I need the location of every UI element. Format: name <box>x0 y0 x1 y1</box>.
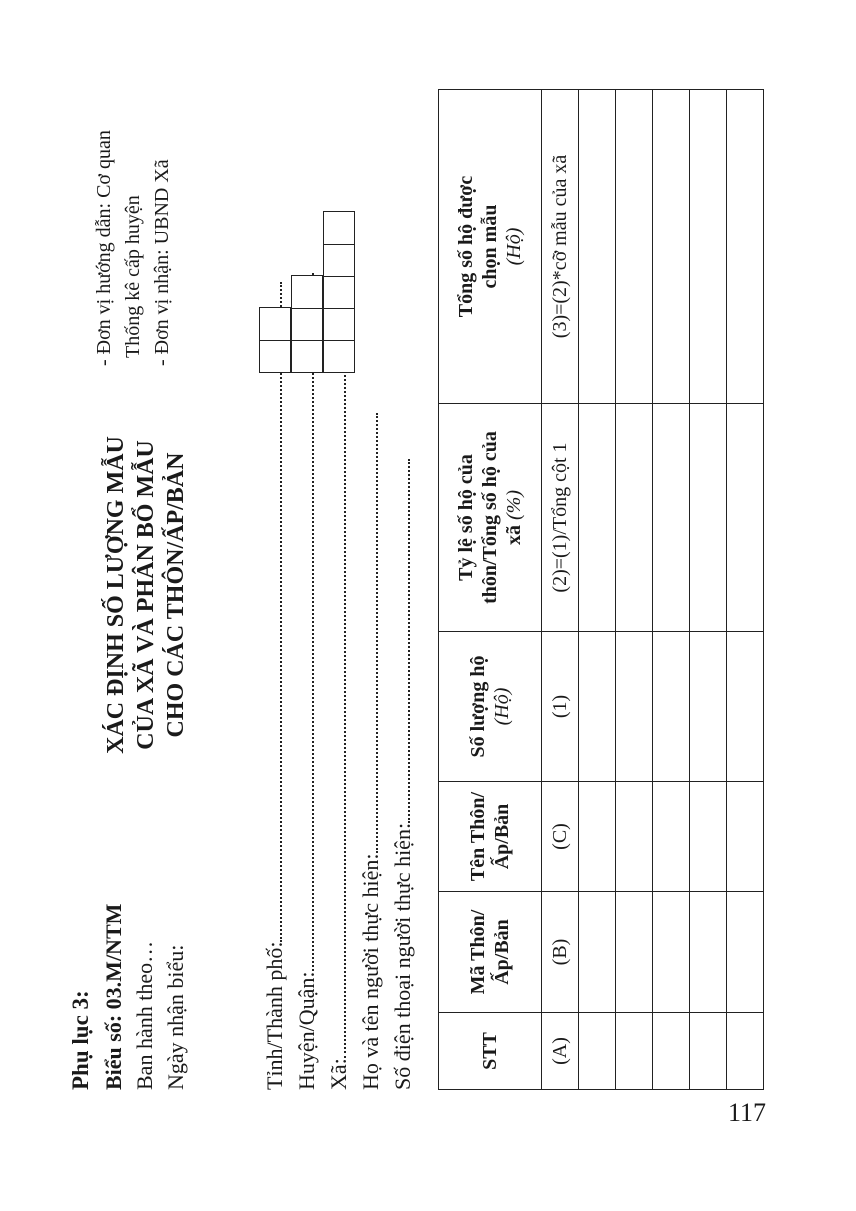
district-code-box-1[interactable] <box>291 339 323 373</box>
table-cell[interactable] <box>727 404 764 632</box>
table-cell[interactable] <box>653 892 690 1013</box>
header-hamlet-code: Mã Thôn/ Ấp/Bản <box>439 892 542 1013</box>
table-row <box>727 90 764 1090</box>
commune-code-box-2[interactable] <box>323 307 355 341</box>
phone-field[interactable] <box>387 459 419 1090</box>
title-line-2: CỦA XÃ VÀ PHÂN BỔ MẪU <box>133 440 159 750</box>
header-sampled-households: Tổng số hộ được chọn mẫu (Hộ) <box>439 90 542 404</box>
table-cell[interactable] <box>616 782 653 892</box>
commune-code-box-4[interactable] <box>323 243 355 277</box>
table-cell[interactable] <box>727 632 764 782</box>
table-cell[interactable] <box>653 782 690 892</box>
header-household-ratio: Tỷ lệ số hộ của thôn/Tổng số hộ của xã (%) <box>439 404 542 632</box>
sample-table <box>438 89 764 1090</box>
table-cell[interactable] <box>579 1013 616 1090</box>
table-cell[interactable] <box>727 782 764 892</box>
district-label: Huyện/Quận: <box>294 971 319 1090</box>
person-blank[interactable] <box>358 414 378 854</box>
form-title <box>101 365 191 825</box>
person-label: Họ và tên người thực hiện: <box>358 853 383 1090</box>
table-row <box>690 90 727 1090</box>
table-cell[interactable] <box>690 632 727 782</box>
code-cell: (3)=(2)*cỡ mẫu của xã <box>542 90 579 404</box>
province-label: Tỉnh/Thành phố: <box>262 941 287 1090</box>
table-cell[interactable] <box>579 90 616 404</box>
phone-blank[interactable] <box>390 459 410 823</box>
commune-label: Xã: <box>326 1058 351 1090</box>
header-hamlet-name: Tên Thôn/ Ấp/Bản <box>439 782 542 892</box>
table-row <box>579 90 616 1090</box>
guiding-agency: - Đơn vị hướng dẫn: Cơ quan <box>93 130 115 366</box>
province-code-box-2[interactable] <box>259 307 291 341</box>
rotated-page <box>65 90 765 1090</box>
commune-code-box-1[interactable] <box>323 339 355 373</box>
appendix-label: Phụ lục 3: <box>68 990 93 1090</box>
received-date: Ngày nhận biểu: <box>163 944 188 1090</box>
table-row <box>616 90 653 1090</box>
person-field[interactable] <box>355 414 387 1091</box>
form-number: Biểu số: 03.M/NTM <box>101 903 126 1090</box>
table-cell[interactable] <box>653 90 690 404</box>
header-household-count: Số lượng hộ (Hộ) <box>439 632 542 782</box>
table-cell[interactable] <box>579 892 616 1013</box>
table-cell[interactable] <box>690 782 727 892</box>
page-number: 117 <box>728 1098 767 1127</box>
table-cell[interactable] <box>616 90 653 404</box>
title-line-3: CHO CÁC THÔN/ẤP/BẢN <box>163 452 189 738</box>
table-cell[interactable] <box>727 892 764 1013</box>
table-cell[interactable] <box>579 782 616 892</box>
commune-blank[interactable] <box>326 275 346 1058</box>
province-code-box-1[interactable] <box>259 339 291 373</box>
table-row <box>653 90 690 1090</box>
code-cell: (1) <box>542 632 579 782</box>
commune-code-box-3[interactable] <box>323 275 355 309</box>
table-cell[interactable] <box>653 632 690 782</box>
province-blank[interactable] <box>262 282 282 942</box>
issued-by: Ban hành theo… <box>132 940 157 1090</box>
table-cell[interactable] <box>727 1013 764 1090</box>
phone-label: Số điện thoại người thực hiện: <box>390 822 415 1090</box>
district-code-box-2[interactable] <box>291 307 323 341</box>
commune-field[interactable] <box>323 275 355 1090</box>
receiving-agency: - Đơn vị nhận: UBND Xã <box>151 159 173 366</box>
table-cell[interactable] <box>727 90 764 404</box>
table-cell[interactable] <box>690 892 727 1013</box>
district-blank[interactable] <box>294 273 314 971</box>
table-cell[interactable] <box>616 632 653 782</box>
table-cell[interactable] <box>579 404 616 632</box>
table-cell[interactable] <box>690 404 727 632</box>
guiding-agency-cont: Thống kê cấp huyện <box>122 195 144 358</box>
code-row <box>542 90 579 1090</box>
agency-block <box>90 130 177 366</box>
table-cell[interactable] <box>616 892 653 1013</box>
code-cell: (A) <box>542 1013 579 1090</box>
table-cell[interactable] <box>579 632 616 782</box>
commune-code-box-5[interactable] <box>323 211 355 245</box>
table-cell[interactable] <box>690 90 727 404</box>
table-cell[interactable] <box>616 404 653 632</box>
district-field[interactable] <box>291 273 323 1090</box>
table-header-row <box>439 90 542 1090</box>
province-field[interactable] <box>259 282 291 1090</box>
table-cell[interactable] <box>616 1013 653 1090</box>
table-cell[interactable] <box>653 404 690 632</box>
code-cell: (2)=(1)/Tổng cột 1 <box>542 404 579 632</box>
table-cell[interactable] <box>690 1013 727 1090</box>
code-cell: (B) <box>542 892 579 1013</box>
code-cell: (C) <box>542 782 579 892</box>
district-code-box-3[interactable] <box>291 275 323 309</box>
table-cell[interactable] <box>653 1013 690 1090</box>
header-stt: STT <box>439 1013 542 1090</box>
title-line-1: XÁC ĐỊNH SỐ LƯỢNG MẪU <box>103 436 129 754</box>
